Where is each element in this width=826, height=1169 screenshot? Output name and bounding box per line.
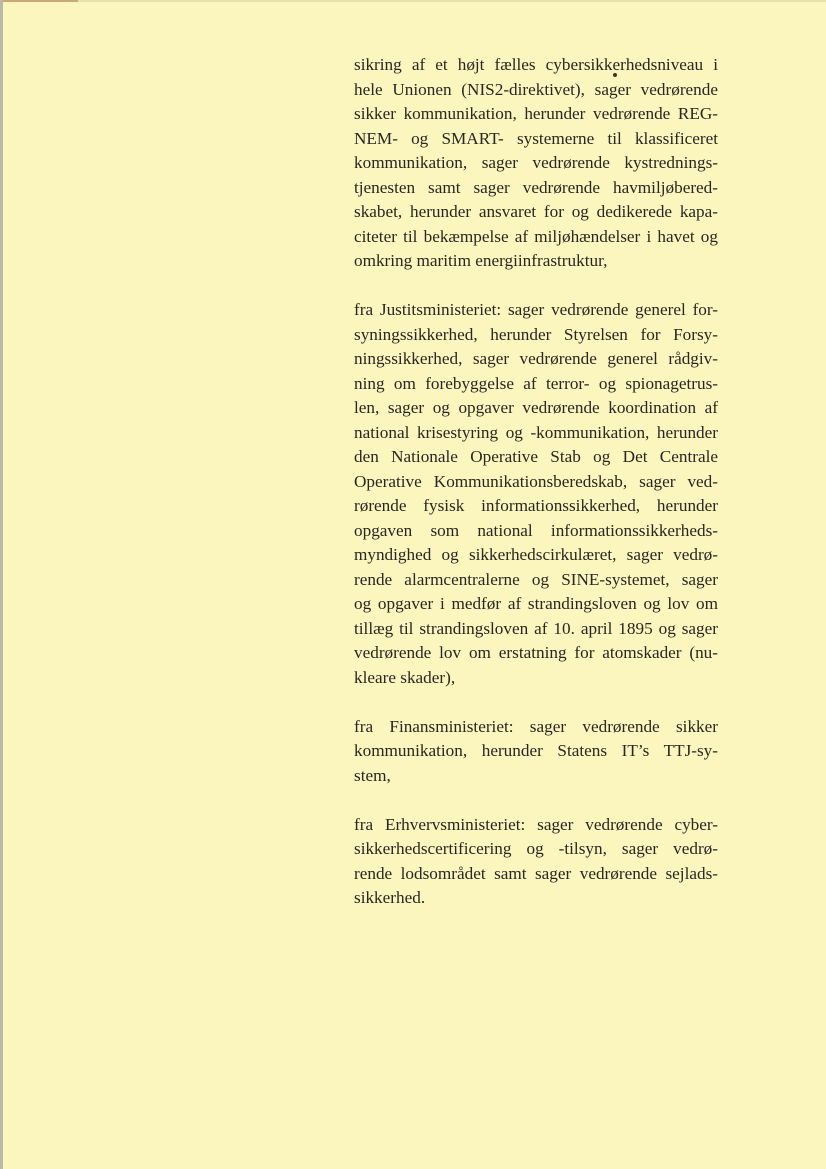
text-line: ning om forebyggelse af terror- og spionagetrus-: [354, 373, 718, 393]
text-line: NEM- og SMART- systemerne til klassificeret: [354, 128, 718, 148]
text-line: omkring maritim energiinfrastruktur,: [354, 251, 608, 270]
text-line: Operative Kommunikationsberedskab, sager ved-: [354, 471, 718, 491]
text-line: den Nationale Operative Stab og Det Centrale: [354, 447, 718, 466]
text-line: fra Erhvervsministeriet: sager vedrørende cyber-: [354, 814, 718, 834]
text-line: stem,: [354, 765, 391, 785]
paragraph-finansministeriet: [354, 715, 718, 789]
text-line: rende lodsområdet samt sager vedrørende sejlads-: [354, 863, 718, 883]
text-line: vedrørende lov om erstatning for atomskader (nu-: [354, 643, 718, 662]
text-line: sikring af et højt fælles cybersikkerhedsniveau i: [354, 55, 718, 74]
text-line: kleare skader),: [354, 667, 456, 687]
text-line: kommunikation, herunder Statens IT’s TTJ-sy-: [354, 741, 718, 760]
text-line: sikkerhedscertificering og -tilsyn, sager vedrø-: [354, 839, 718, 858]
text-line: hele Unionen (NIS2-direktivet), sager vedrørende: [354, 79, 718, 99]
text-line: rørende fysisk informationssikkerhed, herunder: [354, 496, 718, 515]
text-line: og opgaver i medfør af strandingsloven og lov om: [354, 594, 718, 613]
text-line: national krisestyring og -kommunikation, herunder: [354, 422, 718, 442]
text-line: citeter til bekæmpelse af miljøhændelser i havet og: [354, 226, 718, 246]
text-line: ningssikkerhed, sager vedrørende generel rådgiv-: [354, 349, 718, 368]
paragraph-erhvervsministeriet: [354, 813, 718, 911]
page-tab-mark: [0, 0, 78, 2]
text-line: syningssikkerhed, herunder Styrelsen for Forsy-: [354, 324, 718, 344]
text-line: sikkerhed.: [354, 888, 426, 907]
text-line: tjenesten samt sager vedrørende havmiljøbered-: [354, 177, 718, 197]
text-line: rende alarmcentralerne og SINE-systemet, sager: [354, 569, 718, 589]
page-left-edge: [0, 0, 3, 1169]
paragraph-cyber-maritime: [354, 53, 718, 274]
page-top-edge: [0, 0, 826, 2]
text-line: fra Justitsministeriet: sager vedrørende generel for-: [354, 300, 718, 319]
text-line: fra Finansministeriet: sager vedrørende sikker: [354, 716, 718, 736]
text-line: opgaven som national informationssikkerheds-: [354, 520, 718, 540]
text-line: tillæg til strandingsloven af 10. april 1895 og sager: [354, 618, 718, 638]
text-line: sikker kommunikation, herunder vedrørende REG-: [354, 104, 718, 123]
text-line: len, sager og opgaver vedrørende koordination af: [354, 398, 718, 417]
text-line: myndighed og sikkerhedscirkulæret, sager vedrø-: [354, 545, 718, 564]
document-body: [354, 53, 718, 935]
text-line: kommunikation, sager vedrørende kystrednings-: [354, 153, 718, 172]
text-line: skabet, herunder ansvaret for og dedikerede kapa-: [354, 202, 718, 221]
paragraph-justitsministeriet: [354, 298, 718, 690]
